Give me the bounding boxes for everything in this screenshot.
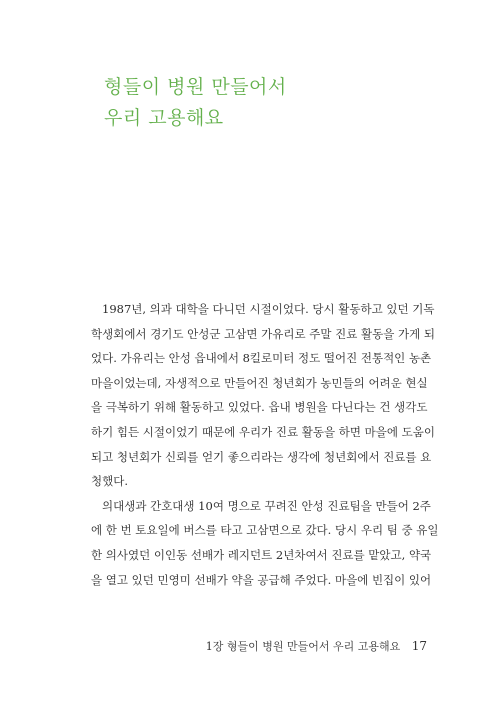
body-text [91,297,439,592]
text-line: 을 열고 있던 민영미 선배가 약을 공급해 주었다. 마을에 빈집이 있어 [91,572,432,587]
text-line: 1987년, 의과 대학을 다니던 시절이었다. 당시 활동하고 있던 기독 [102,302,435,316]
chapter-title-line: 우리 고용해요 [104,107,224,129]
text-line: 하기 힘든 시절이었기 때문에 우리가 진료 활동을 하면 마을에 도움이 [91,424,435,439]
text-line: 의대생과 간호대생 10여 명으로 꾸려진 안성 진료팀을 만들어 2주 [102,498,431,513]
page-footer [206,638,427,654]
text-line: 학생회에서 경기도 안성군 고삼면 가유리로 주말 진료 활동을 가게 되 [91,326,435,341]
text-line: 되고 청년회가 신뢰를 얻기 좋으리라는 생각에 청년회에서 진료를 요 [91,449,432,464]
text-line: 마을이었는데, 자생적으로 만들어진 청년회가 농민들의 어려운 현실 [91,375,428,390]
chapter-title-line: 형들이 병원 만들어서 [104,76,287,98]
chapter-title [104,72,287,134]
text-line: 청했다. [91,474,128,489]
page-number: 17 [411,639,427,653]
text-line: 에 한 번 토요일에 버스를 타고 고삼면으로 갔다. 당시 우리 팀 중 유일 [91,523,439,538]
text-line: 었다. 가유리는 안성 읍내에서 8킬로미터 정도 떨어진 전통적인 농촌 [91,351,432,366]
text-line: 한 의사였던 이인동 선배가 레지던트 2년차여서 진료를 맡았고, 약국 [91,547,432,562]
running-head: 1장 형들이 병원 만들어서 우리 고용해요 [205,640,401,653]
paragraph [91,494,439,592]
paragraph [91,297,435,494]
text-line: 을 극복하기 위해 활동하고 있었다. 읍내 병원을 다닌다는 건 생각도 [91,400,428,415]
